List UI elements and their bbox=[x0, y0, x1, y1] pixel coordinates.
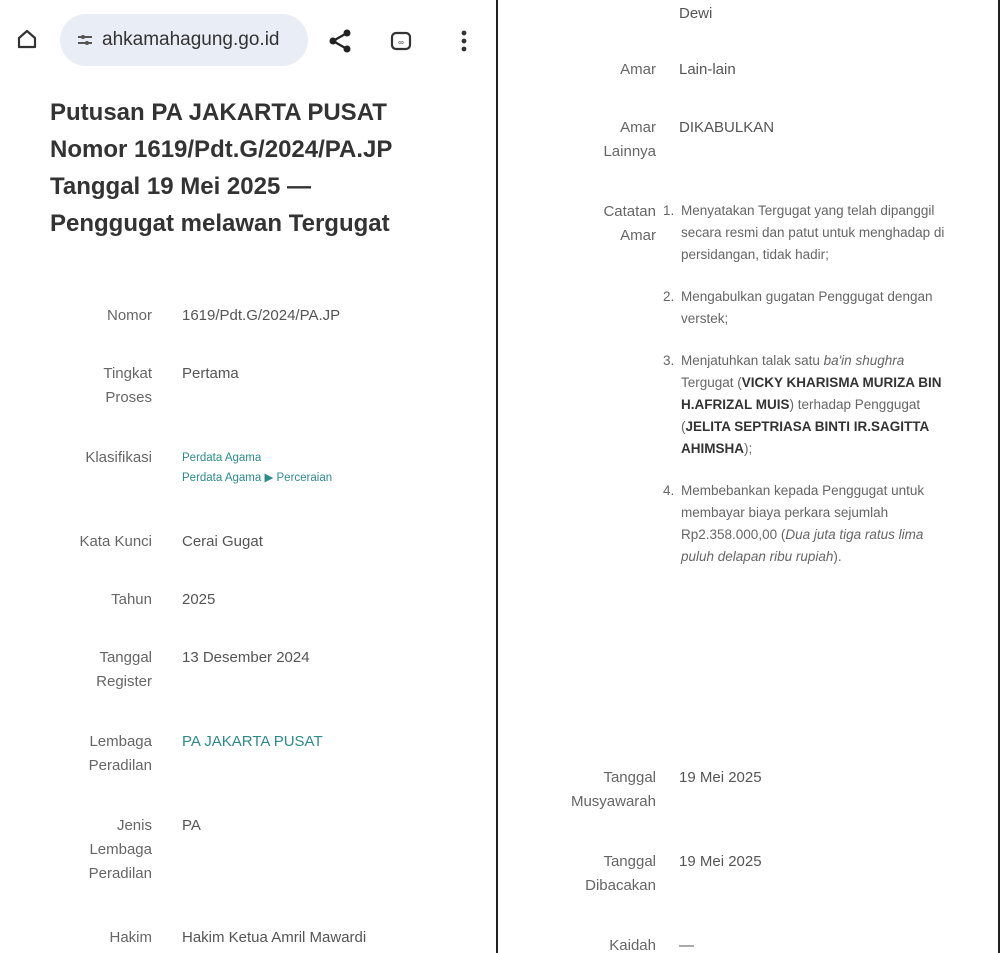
catatan-amar-list bbox=[663, 200, 958, 588]
field-lembaga-peradilan bbox=[0, 730, 323, 778]
field-value: Hakim Ketua Amril Mawardi bbox=[182, 929, 367, 946]
page-title: Putusan PA JAKARTA PUSAT Nomor 1619/Pdt.G/2024/PA.JP Tanggal 19 Mei 2025 — Penggugat melawan Tergugat bbox=[50, 99, 393, 237]
field-value: PA bbox=[182, 817, 201, 834]
field-tahun bbox=[0, 588, 216, 612]
address-bar[interactable] bbox=[60, 14, 308, 66]
home-icon[interactable] bbox=[12, 24, 42, 54]
field-label: Amar bbox=[620, 61, 656, 78]
field-label: Kaidah bbox=[609, 937, 656, 953]
url-text: ahkamahagung.go.id bbox=[102, 29, 280, 50]
left-pane bbox=[0, 0, 496, 953]
field-klasifikasi bbox=[0, 446, 333, 484]
field-tanggal-musyawarah bbox=[498, 766, 998, 816]
field-label: Catatan Amar bbox=[603, 203, 656, 244]
field-value: 1619/Pdt.G/2024/PA.JP bbox=[182, 307, 341, 324]
more-options-icon[interactable] bbox=[452, 26, 476, 56]
field-amar-lainnya bbox=[498, 116, 998, 166]
field-value: — bbox=[679, 937, 694, 953]
field-label: Hakim bbox=[109, 929, 152, 946]
field-value-cont: Dewi bbox=[679, 5, 713, 22]
tab-switcher-icon[interactable] bbox=[386, 26, 416, 56]
list-item: 1. Menyatakan Tergugat yang telah dipanggil secara resmi dan patut untuk menghadap di persidangan, tidak hadir; bbox=[663, 203, 945, 262]
field-label: Kata Kunci bbox=[79, 533, 152, 550]
field-kata-kunci bbox=[0, 530, 263, 554]
browser-toolbar bbox=[0, 0, 496, 76]
field-value: Cerai Gugat bbox=[182, 533, 263, 550]
field-tingkat-proses bbox=[0, 362, 239, 410]
field-label: Tanggal Musyawarah bbox=[570, 769, 656, 810]
field-label: Amar Lainnya bbox=[603, 119, 656, 160]
field-kaidah bbox=[498, 934, 998, 953]
field-value: DIKABULKAN bbox=[679, 119, 775, 136]
list-item: 4. Membebankan kepada Penggugat untuk membayar biaya perkara sejumlah Rp2.358.000,00 (Dua juta tiga ratus lima puluh delapan ribu rupiah). bbox=[663, 483, 925, 564]
field-value: 13 Desember 2024 bbox=[182, 649, 310, 666]
field-label: Nomor bbox=[106, 307, 152, 324]
field-tanggal-dibacakan bbox=[498, 850, 998, 900]
field-jenis-lembaga-peradilan bbox=[0, 814, 201, 886]
field-label: Tahun bbox=[111, 591, 152, 608]
field-catatan-amar bbox=[498, 200, 998, 740]
field-label: Jenis Lembaga Peradilan bbox=[88, 817, 152, 882]
link-pa-jakarta-pusat[interactable]: PA JAKARTA PUSAT bbox=[182, 733, 323, 750]
field-value: 19 Mei 2025 bbox=[679, 853, 762, 870]
field-label: Klasifikasi bbox=[85, 449, 152, 466]
field-value: Lain-lain bbox=[679, 61, 736, 78]
right-pane bbox=[498, 0, 998, 953]
field-label: Tingkat Proses bbox=[103, 365, 152, 406]
field-amar bbox=[498, 58, 998, 88]
site-settings-icon[interactable] bbox=[76, 31, 94, 49]
list-item: 3. Menjatuhkan talak satu ba'in shughra Tergugat (VICKY KHARISMA MURIZA BIN H.AFRIZAL MUIS) terhadap Penggugat (JELITA SEPTRIASA BINTI IR.SAGITTA AHIMSHA); bbox=[663, 353, 942, 456]
field-value: Pertama bbox=[182, 365, 239, 382]
svg-text:∞: ∞ bbox=[398, 38, 404, 47]
field-tanggal-register bbox=[0, 646, 310, 694]
field-label: Tanggal Register bbox=[96, 649, 152, 690]
link-perceraian[interactable]: Perdata Agama ▶ Perceraian bbox=[182, 472, 333, 484]
field-label: Tanggal Dibacakan bbox=[585, 853, 656, 894]
field-value bbox=[182, 448, 482, 488]
field-value: 19 Mei 2025 bbox=[679, 769, 762, 786]
field-hakim bbox=[0, 926, 367, 950]
field-value: 2025 bbox=[182, 591, 216, 608]
link-perdata-agama[interactable]: Perdata Agama bbox=[182, 452, 262, 464]
share-icon[interactable] bbox=[323, 24, 357, 58]
field-label: Lembaga Peradilan bbox=[88, 733, 152, 774]
list-item: 2. Mengabulkan gugatan Penggugat dengan verstek; bbox=[663, 289, 933, 326]
field-nomor bbox=[0, 304, 341, 328]
